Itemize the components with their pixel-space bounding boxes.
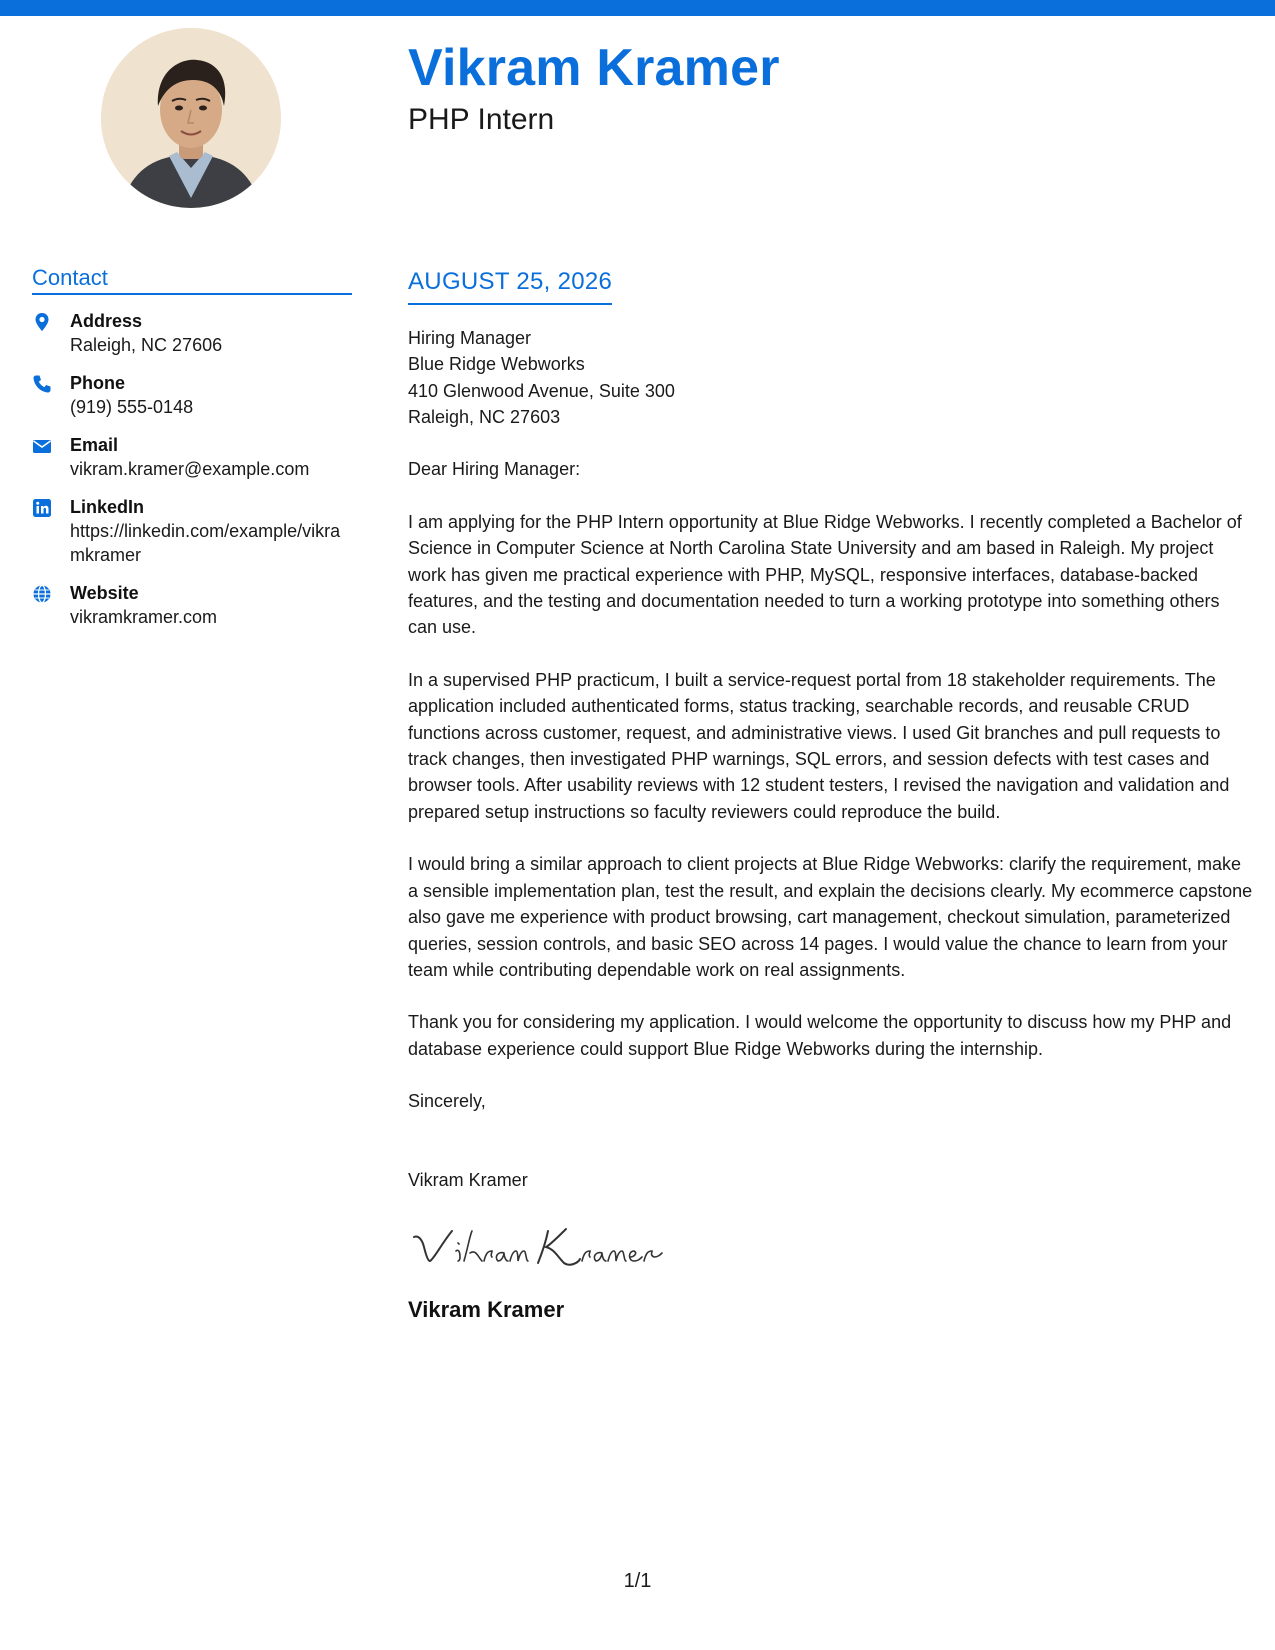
handwritten-signature bbox=[408, 1217, 668, 1277]
closing: Sincerely, bbox=[408, 1091, 486, 1112]
globe-icon bbox=[32, 584, 52, 604]
phone-icon bbox=[32, 374, 52, 394]
contact-item-website bbox=[32, 581, 352, 629]
body-paragraph: I am applying for the PHP Intern opportunity at Blue Ridge Webworks. I recently completed a Bachelor of Science in Computer Science at North Carolina State University and am based in Raleigh. My project work has given me practical experience with PHP, MySQL, responsive interfaces, database-backed features, and the testing and documentation needed to turn a working prototype into something others can use. bbox=[408, 511, 1242, 638]
contact-value: (919) 555-0148 bbox=[70, 397, 194, 418]
letter-body bbox=[408, 268, 1253, 1323]
contact-item-address bbox=[32, 309, 352, 357]
recipient-line: 410 Glenwood Avenue, Suite 300 bbox=[408, 380, 675, 401]
location-pin-icon bbox=[32, 312, 52, 332]
website-link[interactable]: vikramkramer.com bbox=[70, 607, 218, 628]
page-indicator: 1/1 bbox=[623, 1570, 652, 1592]
contact-item-phone bbox=[32, 371, 352, 419]
contact-list bbox=[32, 309, 352, 629]
email-icon bbox=[32, 436, 52, 456]
contact-item-email bbox=[32, 433, 352, 481]
contact-label: Website bbox=[70, 583, 139, 604]
recipient-block bbox=[408, 325, 1253, 431]
body-paragraph: In a supervised PHP practicum, I built a service-request portal from 18 stakeholder requirements. The application included authenticated forms, status tracking, searchable records, and reusable CRUD functions across customer, request, and administrative views. I used Git branches and pull requests to track changes, then investigated PHP warnings, SQL errors, and session defects with test cases and browser tools. After usability reviews with 12 student testers, I revised the navigation and validation and prepared setup instructions so faculty reviewers could reproduce the build. bbox=[408, 669, 1230, 822]
contact-sidebar bbox=[32, 265, 352, 643]
typed-name: Vikram Kramer bbox=[408, 1169, 528, 1190]
linkedin-icon bbox=[32, 498, 52, 518]
top-accent-bar bbox=[0, 0, 1275, 16]
profile-photo bbox=[101, 28, 281, 208]
recipient-line: Blue Ridge Webworks bbox=[408, 354, 585, 375]
contact-label: LinkedIn bbox=[70, 497, 145, 518]
contact-label: Address bbox=[70, 311, 143, 332]
contact-label: Phone bbox=[70, 373, 126, 394]
contact-item-linkedin bbox=[32, 495, 352, 567]
recipient-line: Raleigh, NC 27603 bbox=[408, 407, 561, 428]
contact-heading: Contact bbox=[32, 265, 352, 295]
letter-date: AUGUST 25, 2026 bbox=[408, 268, 612, 305]
salutation: Dear Hiring Manager: bbox=[408, 459, 581, 480]
body-paragraph: I would bring a similar approach to client projects at Blue Ridge Webworks: clarify the requirement, make a sensible implementation plan, test the result, and explain the decisions clearly. My ecommerce capstone also gave me experience with product browsing, cart management, checkout simulation, parameterized queries, session controls, and basic SEO across 14 pages. I would value the chance to learn from your team while contributing dependable work on real assignments. bbox=[408, 854, 1253, 980]
recipient-line: Hiring Manager bbox=[408, 327, 532, 348]
signature-name: Vikram Kramer bbox=[408, 1296, 565, 1322]
contact-value: Raleigh, NC 27606 bbox=[70, 335, 223, 356]
contact-value: vikram.kramer@example.com bbox=[70, 459, 310, 480]
contact-label: Email bbox=[70, 435, 119, 456]
applicant-name: Vikram Kramer bbox=[408, 39, 780, 97]
job-title: PHP Intern bbox=[408, 103, 555, 136]
body-paragraph: Thank you for considering my application. I would welcome the opportunity to discuss how my PHP and database experience could support Blue Ridge Webworks during the internship. bbox=[408, 1012, 1232, 1059]
linkedin-link[interactable]: https://linkedin.com/example/vikramkramer bbox=[70, 521, 341, 566]
